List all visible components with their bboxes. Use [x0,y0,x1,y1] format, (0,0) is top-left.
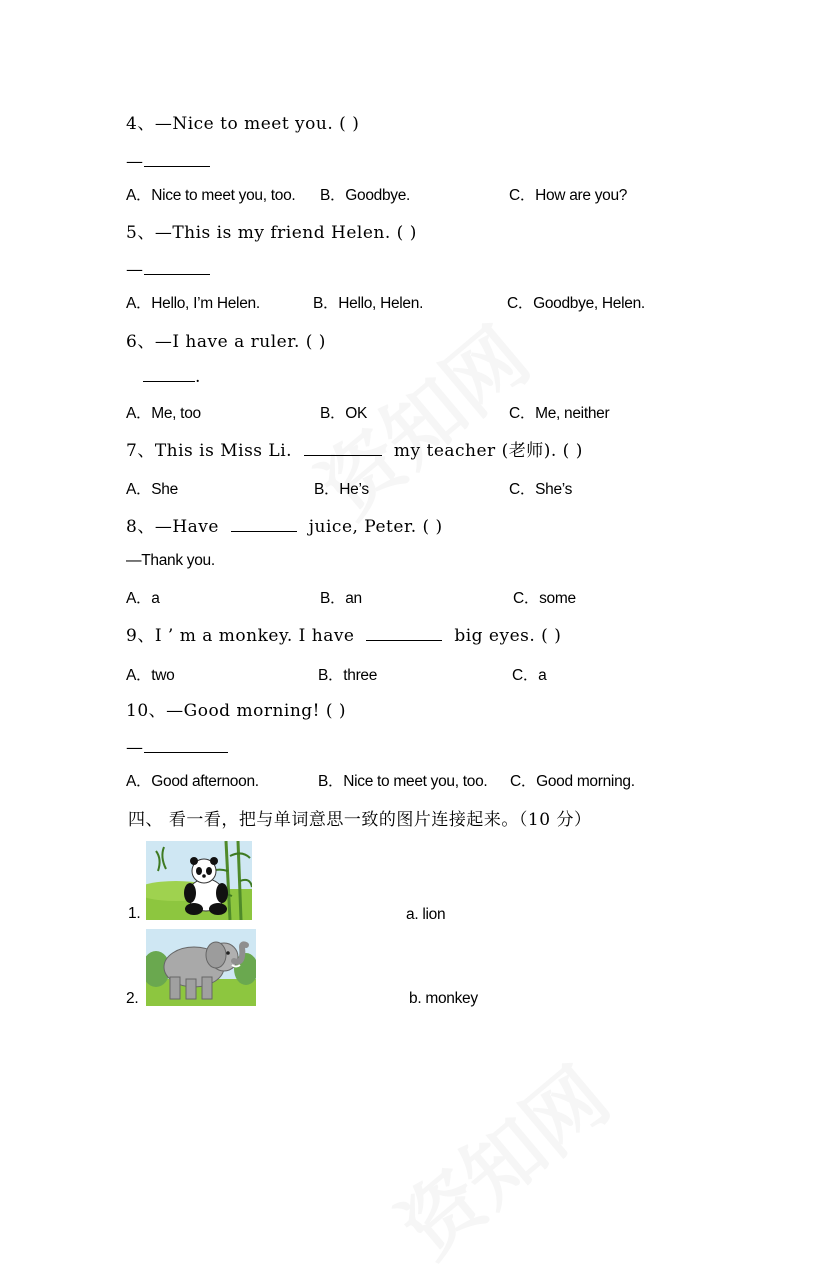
question-10-stem: 10、—Good morning! ( ) [126,701,347,721]
elephant-picture [146,929,256,1006]
stem-before: 8、—Have [126,517,219,537]
stem-before: 7、This is Miss Li. [126,441,293,461]
q10-option-a: A．Good afternoon. [126,773,259,790]
q5-option-b: B．Hello, Helen. [313,295,424,312]
panda-icon [146,841,252,920]
item-2-number: 2. [126,990,139,1007]
q6-option-c: C．Me, neither [509,405,610,422]
answer-blank[interactable] [144,165,210,167]
question-6-stem: 6、—I have a ruler. ( ) [126,332,326,352]
q9-option-b: B．three [318,667,378,684]
question-8-reply: —Thank you. [126,552,215,569]
question-8-stem [126,512,443,537]
watermark-bottom [371,1036,629,1278]
q8-option-a: A．a [126,590,160,607]
answer-blank[interactable] [366,639,442,641]
question-10-answer-line [126,738,228,758]
question-6-answer-line [143,367,201,387]
answer-blank[interactable] [304,454,382,456]
question-5-answer-line [126,260,210,280]
question-5-stem: 5、—This is my friend Helen. ( ) [126,223,417,243]
q6-option-b: B．OK [320,405,368,422]
q7-option-a: A．She [126,481,178,498]
question-4-answer-line [126,152,210,172]
q8-option-c: C．some [513,590,576,607]
stem-after: my teacher (老师). ( ) [393,441,583,461]
q9-option-c: C．a [512,667,547,684]
section-4-title: 四、 看一看，把与单词意思一致的图片连接起来。（10 分） [128,810,592,830]
period: . [195,367,201,387]
item-1-word: a. lion [406,906,446,923]
q4-option-c: C．How are you? [509,187,628,204]
stem-before: 9、I ’ m a monkey. I have [126,626,355,646]
item-2-word: b. monkey [409,990,478,1007]
item-1-number: 1. [128,905,141,922]
answer-blank[interactable] [144,273,210,275]
panda-picture [146,841,252,920]
question-9-stem [126,621,561,646]
q8-option-b: B．an [320,590,362,607]
question-7-stem [126,436,583,461]
stem-after: juice, Peter. ( ) [308,517,443,537]
q5-option-a: A．Hello, I’m Helen. [126,295,260,312]
elephant-icon [146,929,256,1006]
answer-blank[interactable] [143,380,195,382]
q7-option-b: B．He’s [314,481,369,498]
q5-option-c: C．Goodbye, Helen. [507,295,645,312]
dash: — [126,260,144,280]
dash: — [126,738,144,758]
q10-option-b: B．Nice to meet you, too. [318,773,488,790]
q9-option-a: A．two [126,667,175,684]
q10-option-c: C．Good morning. [510,773,635,790]
question-4-stem: 4、—Nice to meet you. ( ) [126,114,360,134]
q6-option-a: A．Me, too [126,405,201,422]
q4-option-a: A．Nice to meet you, too. [126,187,296,204]
dash: — [126,152,144,172]
q7-option-c: C．She’s [509,481,573,498]
stem-after: big eyes. ( ) [454,626,562,646]
answer-blank[interactable] [231,530,297,532]
answer-blank[interactable] [144,751,228,753]
q4-option-b: B．Goodbye. [320,187,411,204]
